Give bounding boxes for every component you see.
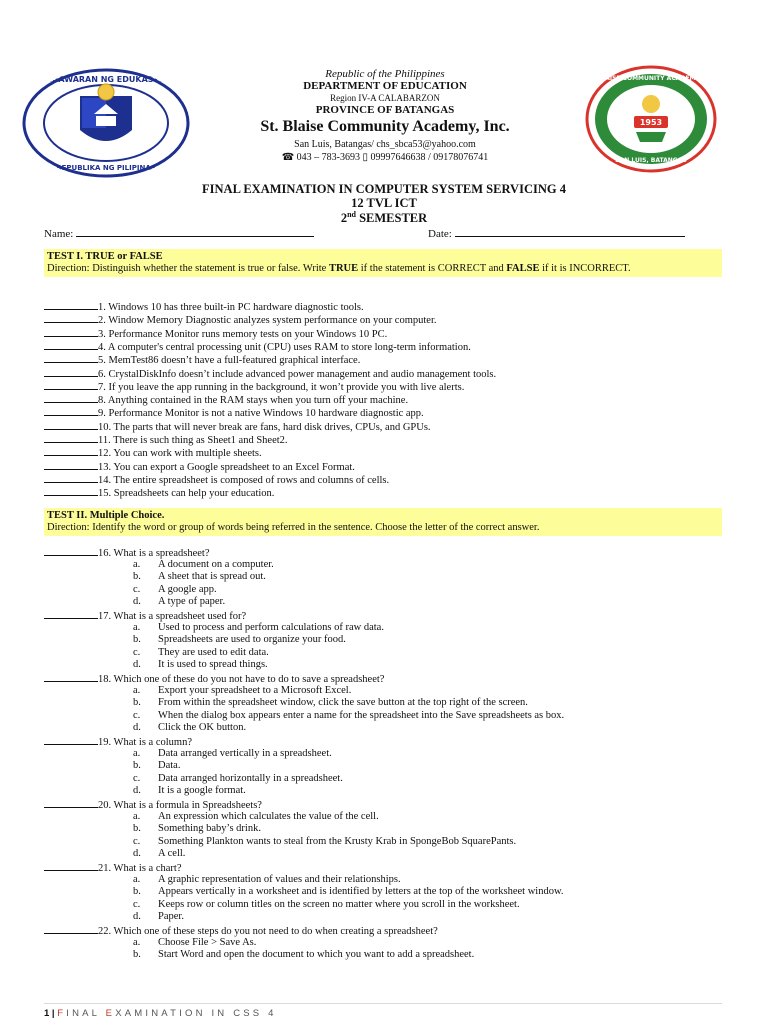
multiple-choice-question — [44, 798, 262, 811]
test2-title: TEST II. Multiple Choice. — [47, 510, 165, 521]
choice-letter: c. — [133, 709, 141, 721]
true-false-item — [44, 327, 387, 340]
footer-initial-f: F — [57, 1008, 67, 1019]
answer-blank[interactable] — [44, 735, 98, 745]
choice-text: They are used to edit data. — [158, 646, 269, 658]
choice-text: A type of paper. — [158, 596, 226, 608]
true-false-item — [44, 393, 408, 406]
true-false-item — [44, 420, 431, 433]
answer-blank[interactable] — [44, 406, 98, 416]
choice-text: Keeps row or column titles on the screen no matter where you scroll in the worksheet. — [158, 898, 520, 910]
choice-letter: d. — [133, 722, 141, 734]
answer-blank[interactable] — [44, 380, 98, 390]
question-text: 16. What is a spreadsheet? — [98, 548, 210, 559]
region-label: Region IV-A CALABARZON — [330, 93, 440, 103]
choice-letter: a. — [133, 936, 141, 948]
choice-text: Appears vertically in a worksheet and is identified by letters at the top of the worksheet window. — [158, 886, 564, 898]
true-keyword: TRUE — [328, 263, 359, 274]
item-text: 11. There is such thing as Sheet1 and Sheet2. — [98, 435, 288, 446]
answer-blank[interactable] — [44, 340, 98, 350]
item-text: 1. Windows 10 has three built-in PC hardware diagnostic tools. — [98, 302, 364, 313]
choice-letter: b. — [133, 823, 141, 835]
item-text: 15. Spreadsheets can help your education. — [98, 488, 275, 500]
choice-text: When the dialog box appears enter a name for the spreadsheet into the Save spreadsheets as box. — [158, 709, 565, 721]
choice-letter: c. — [133, 646, 141, 658]
test1-direction-part: if the statement is CORRECT and — [358, 263, 507, 274]
choice-text: Spreadsheets are used to organize your food. — [158, 634, 346, 646]
answer-blank[interactable] — [44, 486, 98, 496]
date-label: Date: — [428, 228, 452, 240]
question-text: 22. Which one of these steps do you not need to do when creating a spreadsheet? — [98, 926, 438, 937]
choice-letter: a. — [133, 810, 141, 822]
item-text: 9. Performance Monitor is not a native Windows 10 hardware diagnostic app. — [98, 408, 424, 420]
item-text: 12. You can work with multiple sheets. — [98, 448, 262, 460]
answer-blank[interactable] — [44, 393, 98, 403]
choice-letter: b. — [133, 886, 141, 898]
item-text: 10. The parts that will never break are fans, hard disk drives, CPUs, and GPUs. — [98, 421, 431, 433]
answer-blank[interactable] — [44, 861, 98, 871]
item-text: 3. Performance Monitor runs memory tests on your Windows 10 PC. — [98, 328, 388, 340]
school-name: St. Blaise Community Academy, Inc. — [260, 118, 510, 135]
item-text: 13. You can export a Google spreadsheet to an Excel Format. — [98, 461, 355, 473]
choice-text: A google app. — [158, 583, 217, 595]
test1-header — [44, 249, 722, 277]
answer-blank[interactable] — [44, 672, 98, 682]
true-false-item — [44, 473, 389, 486]
answer-blank[interactable] — [44, 327, 98, 337]
choice-text: Choose File > Save As. — [158, 936, 257, 948]
choice-text: Paper. — [158, 911, 184, 923]
false-keyword: FALSE — [506, 263, 540, 274]
page-number: 1 — [44, 1008, 50, 1019]
question-text: 20. What is a formula in Spreadsheets? — [98, 800, 262, 811]
choice-letter: c. — [133, 835, 141, 847]
date-blank[interactable] — [455, 226, 685, 237]
choice-letter: c. — [133, 772, 141, 784]
choice-letter: b. — [133, 949, 141, 961]
choice-letter: b. — [133, 571, 141, 583]
answer-blank[interactable] — [44, 546, 98, 556]
true-false-item — [44, 460, 355, 473]
answer-blank[interactable] — [44, 353, 98, 363]
true-false-item — [44, 380, 464, 393]
item-text: 7. If you leave the app running in the background, it won’t provide you with live alerts. — [98, 381, 465, 393]
true-false-item — [44, 313, 437, 326]
question-text: 21. What is a chart? — [98, 863, 182, 874]
test1-direction-part: if it is INCORRECT. — [539, 263, 631, 274]
item-text: 4. A computer's central processing unit (CPU) uses RAM to store long-term information. — [98, 341, 471, 353]
test1-direction — [47, 263, 719, 275]
choice-text: An expression which calculates the value of the cell. — [158, 810, 379, 822]
footer-separator: | — [49, 1008, 58, 1019]
test1-title: TEST I. TRUE or FALSE — [47, 251, 163, 262]
sbca-seal-bottom-text: SAN LUIS, BATANGAS — [615, 157, 687, 164]
deped-seal-top-text: KAGAWARAN NG EDUKASYON — [39, 75, 173, 84]
school-phone: ☎ 043 – 783-3693 ▯ 09997646638 / 09178076741 — [281, 152, 489, 163]
test2-header — [44, 508, 722, 536]
multiple-choice-question — [44, 735, 192, 748]
choice-text: Something baby’s drink. — [158, 823, 261, 835]
true-false-item — [44, 300, 364, 313]
date-field[interactable] — [428, 226, 685, 240]
deped-seal-logo — [22, 68, 190, 178]
multiple-choice-question — [44, 861, 181, 874]
true-false-item — [44, 340, 471, 353]
name-blank[interactable] — [76, 226, 314, 237]
province-label: PROVINCE OF BATANGAS — [315, 104, 455, 116]
answer-blank[interactable] — [44, 798, 98, 808]
exam-strand: 12 TVL ICT — [351, 196, 417, 210]
choice-letter: b. — [133, 697, 141, 709]
true-false-item — [44, 367, 496, 380]
item-text: 8. Anything contained in the RAM stays when you turn off your machine. — [98, 395, 409, 407]
exam-semester — [0, 210, 768, 226]
true-false-item — [44, 433, 288, 446]
answer-blank[interactable] — [44, 313, 98, 323]
department-label: DEPARTMENT OF EDUCATION — [303, 80, 467, 92]
choice-letter: a. — [133, 747, 141, 759]
answer-blank[interactable] — [44, 420, 98, 430]
choice-letter: a. — [133, 558, 141, 570]
test1-direction-part: Direction: Distinguish whether the statement is true or false. Write — [47, 263, 329, 274]
choice-letter: d. — [133, 785, 141, 797]
footer-divider — [44, 1003, 722, 1004]
choice-letter: c. — [133, 583, 141, 595]
choice-letter: a. — [133, 621, 141, 633]
choice-text: Used to process and perform calculations of raw data. — [158, 621, 384, 633]
choice-letter: d. — [133, 848, 141, 860]
item-text: 6. CrystalDiskInfo doesn’t include advanced power management and audio management tools. — [98, 368, 497, 380]
item-text: 2. Window Memory Diagnostic analyzes system performance on your computer. — [98, 315, 437, 327]
choice-letter: b. — [133, 634, 141, 646]
choice-text: Data arranged vertically in a spreadsheet. — [158, 747, 332, 759]
answer-blank[interactable] — [44, 473, 98, 483]
sbca-seal-logo — [584, 64, 718, 174]
deped-seal-bottom-text: REPUBLIKA NG PILIPINAS — [56, 164, 156, 172]
choice-letter: b. — [133, 760, 141, 772]
multiple-choice-question — [44, 546, 209, 559]
choice-text: Click the OK button. — [158, 722, 247, 734]
choice-letter: d. — [133, 911, 141, 923]
name-field[interactable] — [44, 226, 314, 240]
choice-text: Data arranged horizontally in a spreadsheet. — [158, 772, 343, 784]
choice-letter: a. — [133, 873, 141, 885]
choice-text: A document on a computer. — [158, 558, 274, 570]
true-false-item — [44, 406, 424, 419]
answer-blank[interactable] — [44, 300, 98, 310]
footer-text: INAL — [66, 1008, 106, 1019]
item-text: 14. The entire spreadsheet is composed of rows and columns of cells. — [98, 474, 390, 486]
choice-text: A graphic representation of values and their relationships. — [158, 873, 401, 885]
page-footer — [44, 1008, 277, 1019]
multiple-choice-question — [44, 672, 384, 685]
choice-text: From within the spreadsheet window, click the save button at the top right of the screen. — [158, 697, 528, 709]
exam-title: FINAL EXAMINATION IN COMPUTER SYSTEM SERVICING 4 — [202, 182, 566, 196]
choice-text: Export your spreadsheet to a Microsoft Excel. — [158, 684, 352, 696]
true-false-item — [44, 353, 360, 366]
choice-text: A cell. — [158, 848, 186, 860]
republic-label: Republic of the Philippines — [325, 68, 445, 80]
choice-text: A sheet that is spread out. — [158, 571, 266, 583]
answer-blank[interactable] — [44, 367, 98, 377]
answer-blank[interactable] — [44, 446, 98, 456]
multiple-choice-question — [44, 924, 438, 937]
answer-blank[interactable] — [44, 433, 98, 443]
true-false-item — [44, 446, 262, 459]
choice-text: It is a google format. — [158, 785, 246, 797]
choice-text: Something Plankton wants to steal from the Krusty Krab in SpongeBob SquarePants. — [158, 835, 517, 847]
semester-suffix: nd — [347, 210, 356, 219]
multiple-choice-question — [44, 609, 246, 622]
choice-letter: a. — [133, 684, 141, 696]
school-address: San Luis, Batangas/ chs_sbca53@yahoo.com — [294, 139, 476, 150]
test2-direction: Direction: Identify the word or group of words being referred in the sentence. Choose the letter of the correct answer. — [47, 522, 540, 533]
footer-initial-e: E — [105, 1008, 116, 1019]
name-label: Name: — [44, 228, 74, 240]
choice-letter: d. — [133, 596, 141, 608]
choice-letter: c. — [133, 898, 141, 910]
choice-text: Data. — [158, 760, 181, 772]
question-text: 18. Which one of these do you not have to do to save a spreadsheet? — [98, 674, 385, 685]
question-text: 19. What is a column? — [98, 737, 192, 748]
choice-text: It is used to spread things. — [158, 659, 268, 671]
true-false-item — [44, 486, 274, 499]
semester-number: 2 — [340, 211, 348, 226]
choice-text: Start Word and open the document to which you want to add a spreadsheet. — [158, 949, 475, 961]
question-text: 17. What is a spreadsheet used for? — [98, 611, 247, 622]
sbca-seal-year: 1953 — [639, 118, 663, 127]
footer-text: XAMINATION IN CSS 4 — [115, 1008, 277, 1019]
answer-blank[interactable] — [44, 609, 98, 619]
item-text: 5. MemTest86 doesn’t have a full-featured graphical interface. — [98, 355, 361, 367]
sbca-seal-top-text: ST. BLAISE COMMUNITY ACADEMY, INC. — [584, 75, 718, 82]
answer-blank[interactable] — [44, 460, 98, 470]
answer-blank[interactable] — [44, 924, 98, 934]
choice-letter: d. — [133, 659, 141, 671]
semester-word: SEMESTER — [355, 211, 428, 226]
